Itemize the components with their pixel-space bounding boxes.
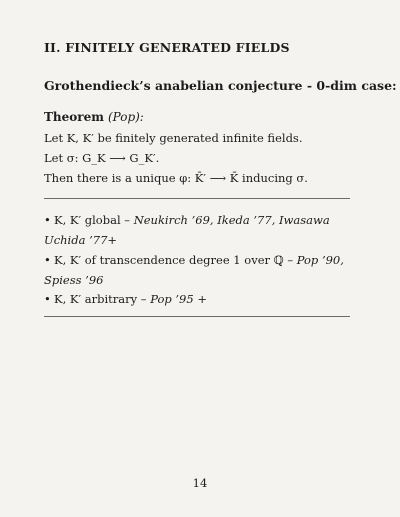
bullet-refs-continued: Spiess ’96: [44, 273, 104, 287]
divider-top: [44, 198, 350, 199]
page-number: 14: [192, 476, 208, 490]
bullet-item-arbitrary: [44, 289, 354, 309]
section-heading: II. FINITELY GENERATED FIELDS: [44, 40, 290, 55]
conjecture-subheading: Grothendieck’s anabelian conjecture - 0-dim case:: [44, 78, 397, 93]
bullet-dot-icon: •: [44, 253, 51, 267]
bullet-refs: Pop ’95 +: [150, 292, 207, 306]
theorem-line-1: Let K, K′ be finitely generated infinite fields.: [44, 131, 303, 145]
bullet-lead: K, K′ global –: [54, 213, 134, 227]
bullet-refs-continued: Uchida ’77+: [44, 233, 118, 247]
theorem-attribution: (Pop):: [107, 110, 144, 124]
theorem-line-2: Let σ: G_K ⟶ G_K′.: [44, 151, 160, 165]
bullet-lead: K, K′ arbitrary –: [54, 292, 151, 306]
divider-bottom: [44, 316, 350, 317]
bullet-refs: Neukirch ’69, Ikeda ’77, Iwasawa: [133, 213, 330, 227]
theorem-header: [44, 110, 144, 124]
theorem-line-3: Then there is a unique φ: K̄′ ⟶ K̄ inducing σ.: [44, 171, 308, 185]
bullet-lead: K, K′ of transcendence degree 1 over ℚ –: [54, 253, 297, 267]
theorem-label: Theorem: [44, 110, 104, 124]
bullet-dot-icon: •: [44, 213, 51, 227]
bullet-dot-icon: •: [44, 292, 51, 306]
bullet-item-transcendence: [44, 250, 354, 290]
bullet-item-global: [44, 210, 354, 250]
bullet-refs: Pop ’90,: [296, 253, 344, 267]
